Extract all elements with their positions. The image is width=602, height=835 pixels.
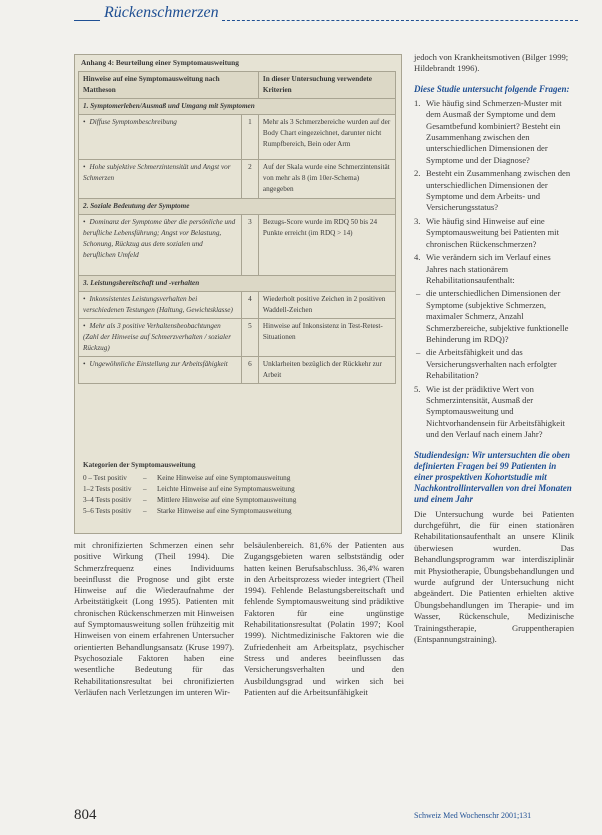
table-row — [79, 292, 396, 319]
table-cell-num: 3 — [242, 215, 259, 276]
list-item-number: – — [416, 347, 421, 358]
table-cell-left: • Dominanz der Symptome über die persönliche und berufliche Lebensführung; Angst vor Belastung, Schonung, Rückzug aus dem sozialen und beruflichen Umfeld — [83, 218, 235, 259]
table-cell-num: 2 — [242, 160, 259, 199]
list-item — [414, 168, 574, 214]
category-sep: – — [143, 496, 147, 504]
header-rule-right — [222, 20, 578, 21]
study-questions-heading: Diese Studie untersucht folgende Fragen: — [414, 83, 570, 94]
table-cell-num: 4 — [242, 292, 259, 319]
table-cell-num: 1 — [242, 115, 259, 160]
right-intro: jedoch von Krankheitsmotiven (Bilger 1999; Hildebrandt 1996). — [414, 52, 569, 74]
journal-footer: Schweiz Med Wochenschr 2001;131 — [414, 811, 532, 820]
category-row — [83, 506, 296, 517]
list-item-number: 3. — [414, 215, 421, 226]
category-text: Keine Hinweise auf eine Symptomausweitung — [157, 474, 291, 482]
table-cell-right: Bezugs-Score wurde im RDQ 50 bis 24 Punkte erreicht (im RDQ > 14) — [258, 215, 395, 276]
category-text: Starke Hinweise auf eine Symptomausweitung — [157, 507, 292, 515]
table-row — [79, 115, 396, 160]
table-cell-left: • Hohe subjektive Schmerzintensität und Angst vor Schmerzen — [83, 163, 231, 182]
list-item-text: Wie häufig sind Hinweise auf eine Symptomausweitung bei Patienten mit chronischen Rückenschmerzen? — [426, 215, 559, 249]
category-label: 1–2 Tests positiv — [83, 485, 132, 493]
list-item-number: 2. — [414, 168, 421, 179]
table-cell-left: • Ungewöhnliche Einstellung zur Arbeitsfähigkeit — [83, 360, 228, 368]
category-label: 5–6 Tests positiv — [83, 507, 132, 515]
category-row — [83, 484, 296, 495]
category-row — [83, 473, 296, 484]
list-item-text: Wie häufig sind Schmerzen-Muster mit dem Ausmaß der Symptome und dem Gesamtbefund kombiniert? Besteht ein Zusammenhang zwischen den unterschiedlichen Dimensionen der Symptome und der Diagnose? — [426, 97, 562, 165]
running-header — [74, 4, 584, 30]
table-cell-left: • Mehr als 3 positive Verhaltensbeobachtungen (Zahl der Hinweise auf Schmerzverhalten / sozialer Rückzug) — [83, 322, 231, 352]
table-row — [79, 215, 396, 276]
table-cell-right: Unklarheiten bezüglich der Rückkehr zur Arbeit — [258, 357, 395, 384]
appendix-table-box — [74, 54, 402, 534]
list-item — [414, 384, 574, 441]
list-item — [414, 252, 574, 286]
header-rule-left — [74, 20, 100, 21]
category-label: 0 – Test positiv — [83, 474, 127, 482]
table-cell-left: • Diffuse Symptombeschreibung — [83, 118, 177, 126]
study-design-heading: Studiendesign: Wir untersuchten die oben definierten Fragen bei 99 Patienten in einer prospektiven Kohortstudie mit Nachkontrollintervallen von drei Monaten und einem Jahr — [414, 449, 572, 504]
list-item-number: 5. — [414, 383, 421, 394]
study-design-text: Die Untersuchung wurde bei Patienten durchgeführt, die für einen stationären Rehabilitationsaufenthalt an unsere Klinik überwiesen wurden. Das Behandlungsprogramm war interdisziplinär mit Physiotherapie, Übungsbehandlungen und wurde aufgrund der Untersuchung nicht abgeändert. Die Patienten erhielten aktive Übungsbehandlungen im Therapie- und im Wasser, Rückenschule, Medizinische Trainingstherapie, Gruppentherapien (Entspannungstraining). — [414, 508, 574, 645]
table-header-right: In dieser Untersuchung verwendete Kriterien — [258, 72, 395, 99]
list-item — [414, 347, 574, 381]
category-label: 3–4 Tests positiv — [83, 496, 132, 504]
table-row — [79, 160, 396, 199]
page-number: 804 — [74, 807, 97, 823]
list-item-number: 1. — [414, 97, 421, 108]
table-cell-right: Hinweise auf Inkonsistenz in Test-Retest-Situationen — [258, 319, 395, 357]
table-section-title: 1. Symptomerleben/Ausmaß und Umgang mit Symptomen — [79, 99, 396, 115]
list-item-text: die Arbeitsfähigkeit und das Versicherungsverhalten nach erfolgter Rehabilitation? — [426, 347, 557, 381]
table-cell-right: Auf der Skala wurde eine Schmerzintensität von mehr als 8 (im 10er-Schema) angegeben — [258, 160, 395, 199]
category-row — [83, 495, 296, 506]
body-column-middle: belsäulenbereich. 81,6% der Patienten aus Zugangsgebieten waren selbstständig oder hatten keinen Berufsabschluss. 36,4% waren in den Arbeitsprozess wieder integriert (Theil 1994). Fehlende Belastungsbereitschaft und fehlende Symptomausweitung sind prädiktive Faktoren für eine ungünstige Rehabilitationsresultat (Polatin 1997; Kool 1999). Nichtmedizinische Faktoren wie die Zufriedenheit am Arbeitsplatz, psychischer Stress und anderes beeinflussen das Versicherungsverhalten und den Ausbildungsgrad und wirken sich bei Patienten auf die Arbeitsunfähigkeit — [244, 540, 404, 697]
table-cell-right: Wiederholt positive Zeichen in 2 positiven Waddell-Zeichen — [258, 292, 395, 319]
category-sep: – — [143, 485, 147, 493]
list-item-text: Wie verändern sich im Verlauf eines Jahres nach stationärem Rehabilitationsaufenthalt: — [426, 252, 551, 285]
table-section-title: 2. Soziale Bedeutung der Symptome — [79, 199, 396, 215]
list-item-text: Besteht ein Zusammenhang zwischen den unterschiedlichen Dimensionen der Symptome und dem Arbeits- und Versicherungsstatus? — [426, 168, 571, 213]
table-header-left: Hinweise auf eine Symptomausweitung nach Mattheson — [79, 72, 259, 99]
list-item — [414, 288, 574, 345]
list-item-text: die unterschiedlichen Dimensionen der Symptome (subjektive Schmerzen, maximaler Schmerz, Anzahl Schmerzbereiche, subjektive funktionelle Behinderung im RDQ)? — [426, 288, 569, 344]
list-item — [414, 98, 574, 166]
study-questions-list — [414, 98, 574, 441]
table-section-title: 3. Leistungsbereitschaft und -verhalten — [79, 276, 396, 292]
category-title: Kategorien der Symptomausweitung — [83, 461, 196, 469]
category-text: Mittlere Hinweise auf eine Symptomausweitung — [157, 496, 297, 504]
table-cell-num: 6 — [242, 357, 259, 384]
list-item — [414, 216, 574, 250]
category-sep: – — [143, 474, 147, 482]
table-row — [79, 357, 396, 384]
table-cell-left: • Inkonsistentes Leistungsverhalten bei verschiedenen Testungen (Haltung, Gewichtsklasse) — [83, 295, 233, 314]
header-title: Rückenschmerzen — [104, 4, 219, 21]
category-sep: – — [143, 507, 147, 515]
category-legend — [83, 461, 296, 517]
table-caption: Anhang 4: Beurteilung einer Symptomausweitung — [81, 58, 239, 67]
table-cell-right: Mehr als 3 Schmerzbereiche wurden auf der Body Chart eingezeichnet, darunter nicht Rumpfbereich, Bein oder Arm — [258, 115, 395, 160]
list-item-number: – — [416, 288, 421, 299]
table-cell-num: 5 — [242, 319, 259, 357]
right-column — [414, 52, 574, 645]
category-text: Leichte Hinweise auf eine Symptomausweitung — [157, 485, 295, 493]
list-item-text: Wie ist der prädiktive Wert von Schmerzintensität, Ausmaß der Symptomausweitung und Nichtvorhandensein für Arbeitsfähigkeit und den Verlauf nach einem Jahr? — [426, 383, 565, 440]
symptom-table — [78, 71, 396, 384]
list-item-number: 4. — [414, 252, 421, 263]
body-column-left: mit chronifizierten Schmerzen einen sehr positive Wirkung (Theil 1994). Die Schmerzfrequenz eines Individuums beeinflusst die Prognose und gibt erste Hinweise auf die Wiederaufnahme der Arbeitstätigkeit (Long 1995). Patienten mit chronischen Rückenschmerzen mit Hinweisen auf Symptomausweitung sollen frühzeitig mit Hinweisen von einem erfahrenen Untersucher orientierten Behandlungsansatz (Kruse 1997). Psychosoziale Faktoren haben eine wesentliche Bedeutung für das Rehabilitationsresultat bei chronifizierten Verläufen nach Verletzungen im unteren Wir- — [74, 540, 234, 697]
table-row — [79, 319, 396, 357]
